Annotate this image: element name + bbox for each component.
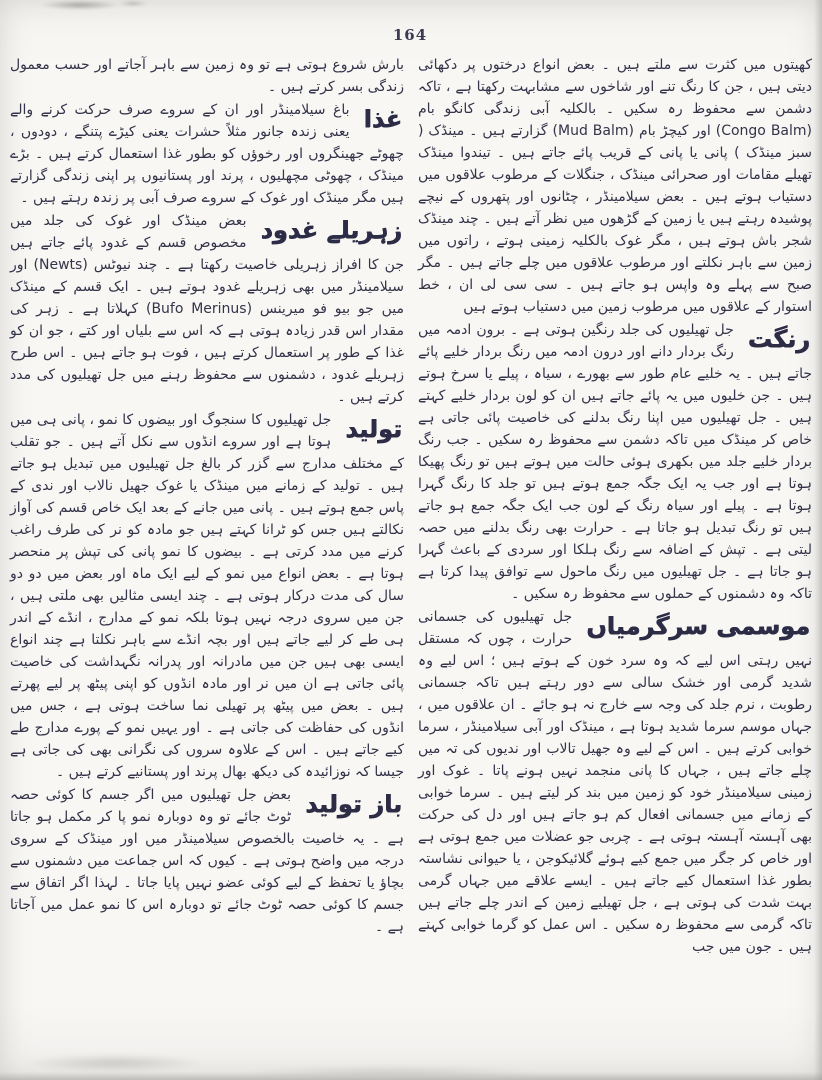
section-body-baaz-tauleed: بعض جل تھیلیوں میں اگر جسم کا کوئی حصہ ٹوٹ جائے تو وہ دوبارہ نمو پا کر مکمل ہو جاتا ہے ۔ یہ خاصیت بالخصوص سیلامینڈر میں اور مینڈک کے سروی درجہ میں واضح ہوتی ہے ۔ کیوں کہ اس جماعت میں دشمنوں سے بچاؤ یا تحفظ کے لیے کوئی عضو نہیں پایا جاتا ۔ لہذا اگر اتفاق سے جسم کا کوئی حصہ ٹوٹ جائے تو دوبارہ اس کا نمو عمل میں آجاتا ہے ۔ xyxy=(10,787,404,935)
scan-smudge-bottom xyxy=(25,1054,205,1072)
scan-edge-shadow-right xyxy=(814,0,822,1080)
section-heading-ghiza: غذا xyxy=(363,105,402,133)
left-column xyxy=(10,54,404,959)
section-heading-rangat: رنگت xyxy=(747,325,810,353)
section-baaz-tauleed xyxy=(10,784,404,938)
section-body-rangat: جل تھیلیوں کی جلد رنگین ہوتی ہے ۔ برون ادمہ میں رنگ بردار دانے اور درون ادمہ میں رنگ بردار خلیے پائے جاتے ہیں ۔ یہ خلیے عام طور سے بھورے ، سیاہ ، پیلے یا سرخ ہوتے ہیں ۔ جن خلیوں میں یہ پائے جاتے ہیں ان کو لون بردار خلیے کہتے ہیں ۔ جل تھیلیوں میں اپنا رنگ بدلنے کی خاصیت پائی جاتی ہے خاص کر مینڈک میں تاکہ دشمن سے محفوظ رہ سکیں ۔ جب رنگ بردار خلیے جلد میں بکھری ہوئی حالت میں ہوتے ہیں تو رنگ پھیکا ہوتا ہے اور جب یہ ایک جگہ جمع ہوتے ہیں تو جلد کا رنگ گہرا ہوتا ہے ۔ پیلے اور سیاہ رنگ کے لون جب ایک جگہ جمع ہو جاتے ہیں تو رنگ تبدیل ہو جاتا ہے ۔ حرارت بھی رنگ بدلنے میں حصہ لیتی ہے ۔ تپش کے اضافہ سے رنگ ہلکا اور سردی کے باعث گہرا ہو جاتا ہے ۔ جل تھیلیوں میں رنگ ماحول سے توافق پیدا کرتا ہے تاکہ وہ دشمنوں کے حملوں سے محفوظ رہ سکیں ۔ xyxy=(418,322,812,602)
section-body-tauleed: جل تھیلیوں کا سنجوگ اور بیضوں کا نمو ، پانی ہی میں ہوتا ہے اور سروے انڈوں سے نکل آتے ہیں ۔ جو تقلب کے مختلف مدارج سے گزر کر بالغ جل تھیلیوں میں تبدیل ہو جاتے ہیں ۔ تولید کے زمانے میں مینڈک یا غوک جھیل نالاب اور ندی کے پاس جمع ہوتے ہیں ۔ پانی میں جانے کے بعد ایک خاص قسم کی آواز نکالتے ہیں جس کو ٹرانا کہتے ہیں جو مادہ کو نر کی طرف راغب کرنے میں مدد کرتی ہے ۔ بیضوں کا نمو پانی کی تپش پر منحصر ہوتا ہے ۔ بعض انواع میں نمو کے لیے ایک ماہ اور بعض میں دو دو سال کی مدت درکار ہوتی ہے ۔ چند ایسی مثالیں بھی ملتی ہیں ، جن میں سروی درجہ نہیں ہوتا بلکہ نمو کے مدارج ، انڈے کے اندر ہی طے کر لیے جاتے ہیں اور بچہ انڈے سے باہر نکلتا ہے چند انواع ایسی بھی ہیں جن میں مادرانہ اور پدرانہ نگہداشت کی خاصیت پائی جاتی ہے ان میں نر اور مادہ انڈوں کو اپنی پیٹھ پر لیے پھرتے ہیں ۔ بعض میں پیٹھ پر تھیلی نما ساخت ہوتی ہے ، جس میں انڈوں کی حفاظت کی جاتی ہے ۔ اور یہیں نمو کے پورے مدارج طے کیے جاتے ہیں ۔ اس کے علاوہ سروں کی نگرانی بھی کی جاتی ہے جیسا کہ نوزائیدہ کی دیکھ بھال پرند اور پستانیے کرتے ہیں ۔ xyxy=(10,412,404,780)
section-body-zehrile-ghudood: بعض مینڈک اور غوک کی جلد میں مخصوص قسم کے غدود پائے جاتے ہیں جن کا افراز زہریلی خاصیت رکھتا ہے ۔ چند نیوٹس (Newts) اور سیلامینڈر میں بھی زہریلے غدود ہوتے ہیں ۔ ایک قسم کے مینڈک میں جو بیو فو میرینس (Bufo Merinus) کہلاتا ہے ۔ زہر کی مقدار اس قدر زیادہ ہوتی ہے کہ اس سے بلیاں اور کتے ، جو ان کو غذا کے طور پر استعمال کرتے ہیں ، فوت ہو جاتے ہیں ۔ اس طرح زہریلے غدود ، دشمنوں سے محفوظ رہنے میں جل تھیلیوں کی مدد کرتے ہیں ۔ xyxy=(10,213,404,405)
section-heading-tauleed: تولید xyxy=(345,415,402,443)
section-zehrile-ghudood xyxy=(10,210,404,408)
left-intro-paragraph: بارش شروع ہوتی ہے تو وہ زمین سے باہر آجاتے اور حسب معمول زندگی بسر کرتے ہیں ۔ xyxy=(10,57,404,95)
section-heading-baaz-tauleed: باز تولید xyxy=(305,790,402,818)
section-body-ghiza: باغ سیلامینڈر اور ان کے سروے صرف حرکت کرنے والے یعنی زندہ جانور مثلاً حشرات یعنی کیڑے پتنگے ، دودوں ، چھوٹے جھینگروں اور رخوؤں کو بطور غذا استعمال کرتے ہیں ۔ بڑے مینڈک ، چھوٹی مچھلیوں ، پرند اور پستانیوں پر اپنی زندگی گزارتے ہیں مگر مینڈک اور غوک کے سروے صرف آبی پر زندہ رہتے ہیں ۔ xyxy=(10,102,404,206)
section-tauleed xyxy=(10,409,404,783)
right-column xyxy=(418,54,812,959)
scan-smudge-top xyxy=(40,0,120,10)
text-columns xyxy=(8,54,812,959)
section-heading-mausami-sargarmiyan: موسمی سرگرمیاں xyxy=(586,612,810,640)
right-intro-paragraph: کھیتوں میں کثرت سے ملتے ہیں ۔ بعض انواع درختوں پر دکھائی دیتی ہیں ، جن کا رنگ تنے اور شاخوں سے مشابہت رکھتا ہے ، تاکہ دشمن سے محفوظ رہ سکیں ۔ بالکلیہ آبی زندگی کانگو بام (Congo Balm) اور کیچڑ بام (Mud Balm) گزارتے ہیں ۔ مینڈک ( سبز مینڈک ) پانی یا پانی کے قریب پائے جاتے ہیں ۔ تیندوا مینڈک تھیلے مقامات اور صحرائی مینڈک ، جنگلات کے مرطوب علاقوں میں دستیاب ہوتے ہیں ۔ بعض سیلامینڈر ، چٹانوں اور پتھروں کے نیچے پوشیدہ رہتے ہیں یا زمین کے گڑھوں میں نظر آتے ہیں ۔ چند مینڈک شجر باش ہوتے ہیں ، مگر غوک بالکلیہ زمینی ہوتے ، راتوں میں زمین سے باہر نکلتے اور مرطوب علاقوں میں چلے جاتے ہیں ۔ مگر صبح سے پہلے وہ واپس ہو جاتے ہیں ۔ سی سی لی ان ، خط استوار کے علاقوں میں مرطوب زمین میں دستیاب ہوتے ہیں xyxy=(418,57,812,315)
scan-smudge-top-2 xyxy=(118,0,148,7)
scan-smudge-bottom-2 xyxy=(240,1066,540,1078)
page-number: 164 xyxy=(392,26,428,44)
section-rangat xyxy=(418,319,812,605)
section-ghiza xyxy=(10,99,404,209)
scan-edge-shadow-bottom xyxy=(0,1072,822,1080)
section-body-mausami-sargarmiyan: جل تھیلیوں کی جسمانی حرارت ، چوں کہ مستقل نہیں رہتی اس لیے کہ وہ سرد خون کے ہوتے ہیں ؛ اس لیے وہ شدید گرمی اور خشک سالی سے دور رہتے ہیں تاکہ جسمانی رطوبت ، نرم جلد کی وجہ سے خارج نہ ہو جائے ۔ ان علاقوں میں ، جہاں موسم سرما شدید ہوتا ہے ، مینڈک اور آبی سیلامینڈر ، سرما خوابی کرتے ہیں ۔ اس کے لیے وہ جھیل تالاب اور ندیوں کی تہ میں چلے جاتے ہیں ، جہاں کا پانی منجمد نہیں ہونے پاتا ۔ غوک اور زمینی سیلامینڈر خود کو زمین میں بند کر لیتے ہیں ۔ سرما خوابی کے زمانے میں جسمانی افعال کم ہو جاتے ہیں اور دل کی حرکت بھی آہستہ آہستہ ہوتی ہے ۔ چربی جو عضلات میں جمع ہوتی ہے اور خاص کر جگر میں جمع کیے ہوئے گلائیکوجن ، یا حیوانی نشاستہ بطور غذا استعمال کیے جاتے ہیں ۔ ایسے علاقے میں جہاں گرمی بہت شدت کی ہوتی ہے ، جل تھیلیے زمین کے اندر چلے جاتے ہیں تاکہ گرمی سے محفوظ رہ سکیں ۔ اس عمل کو گرما خوابی کہتے ہیں ۔ جون میں جب xyxy=(418,609,812,955)
section-mausami-sargarmiyan xyxy=(418,606,812,958)
section-heading-zehrile-ghudood: زہریلے غدود xyxy=(260,216,402,244)
